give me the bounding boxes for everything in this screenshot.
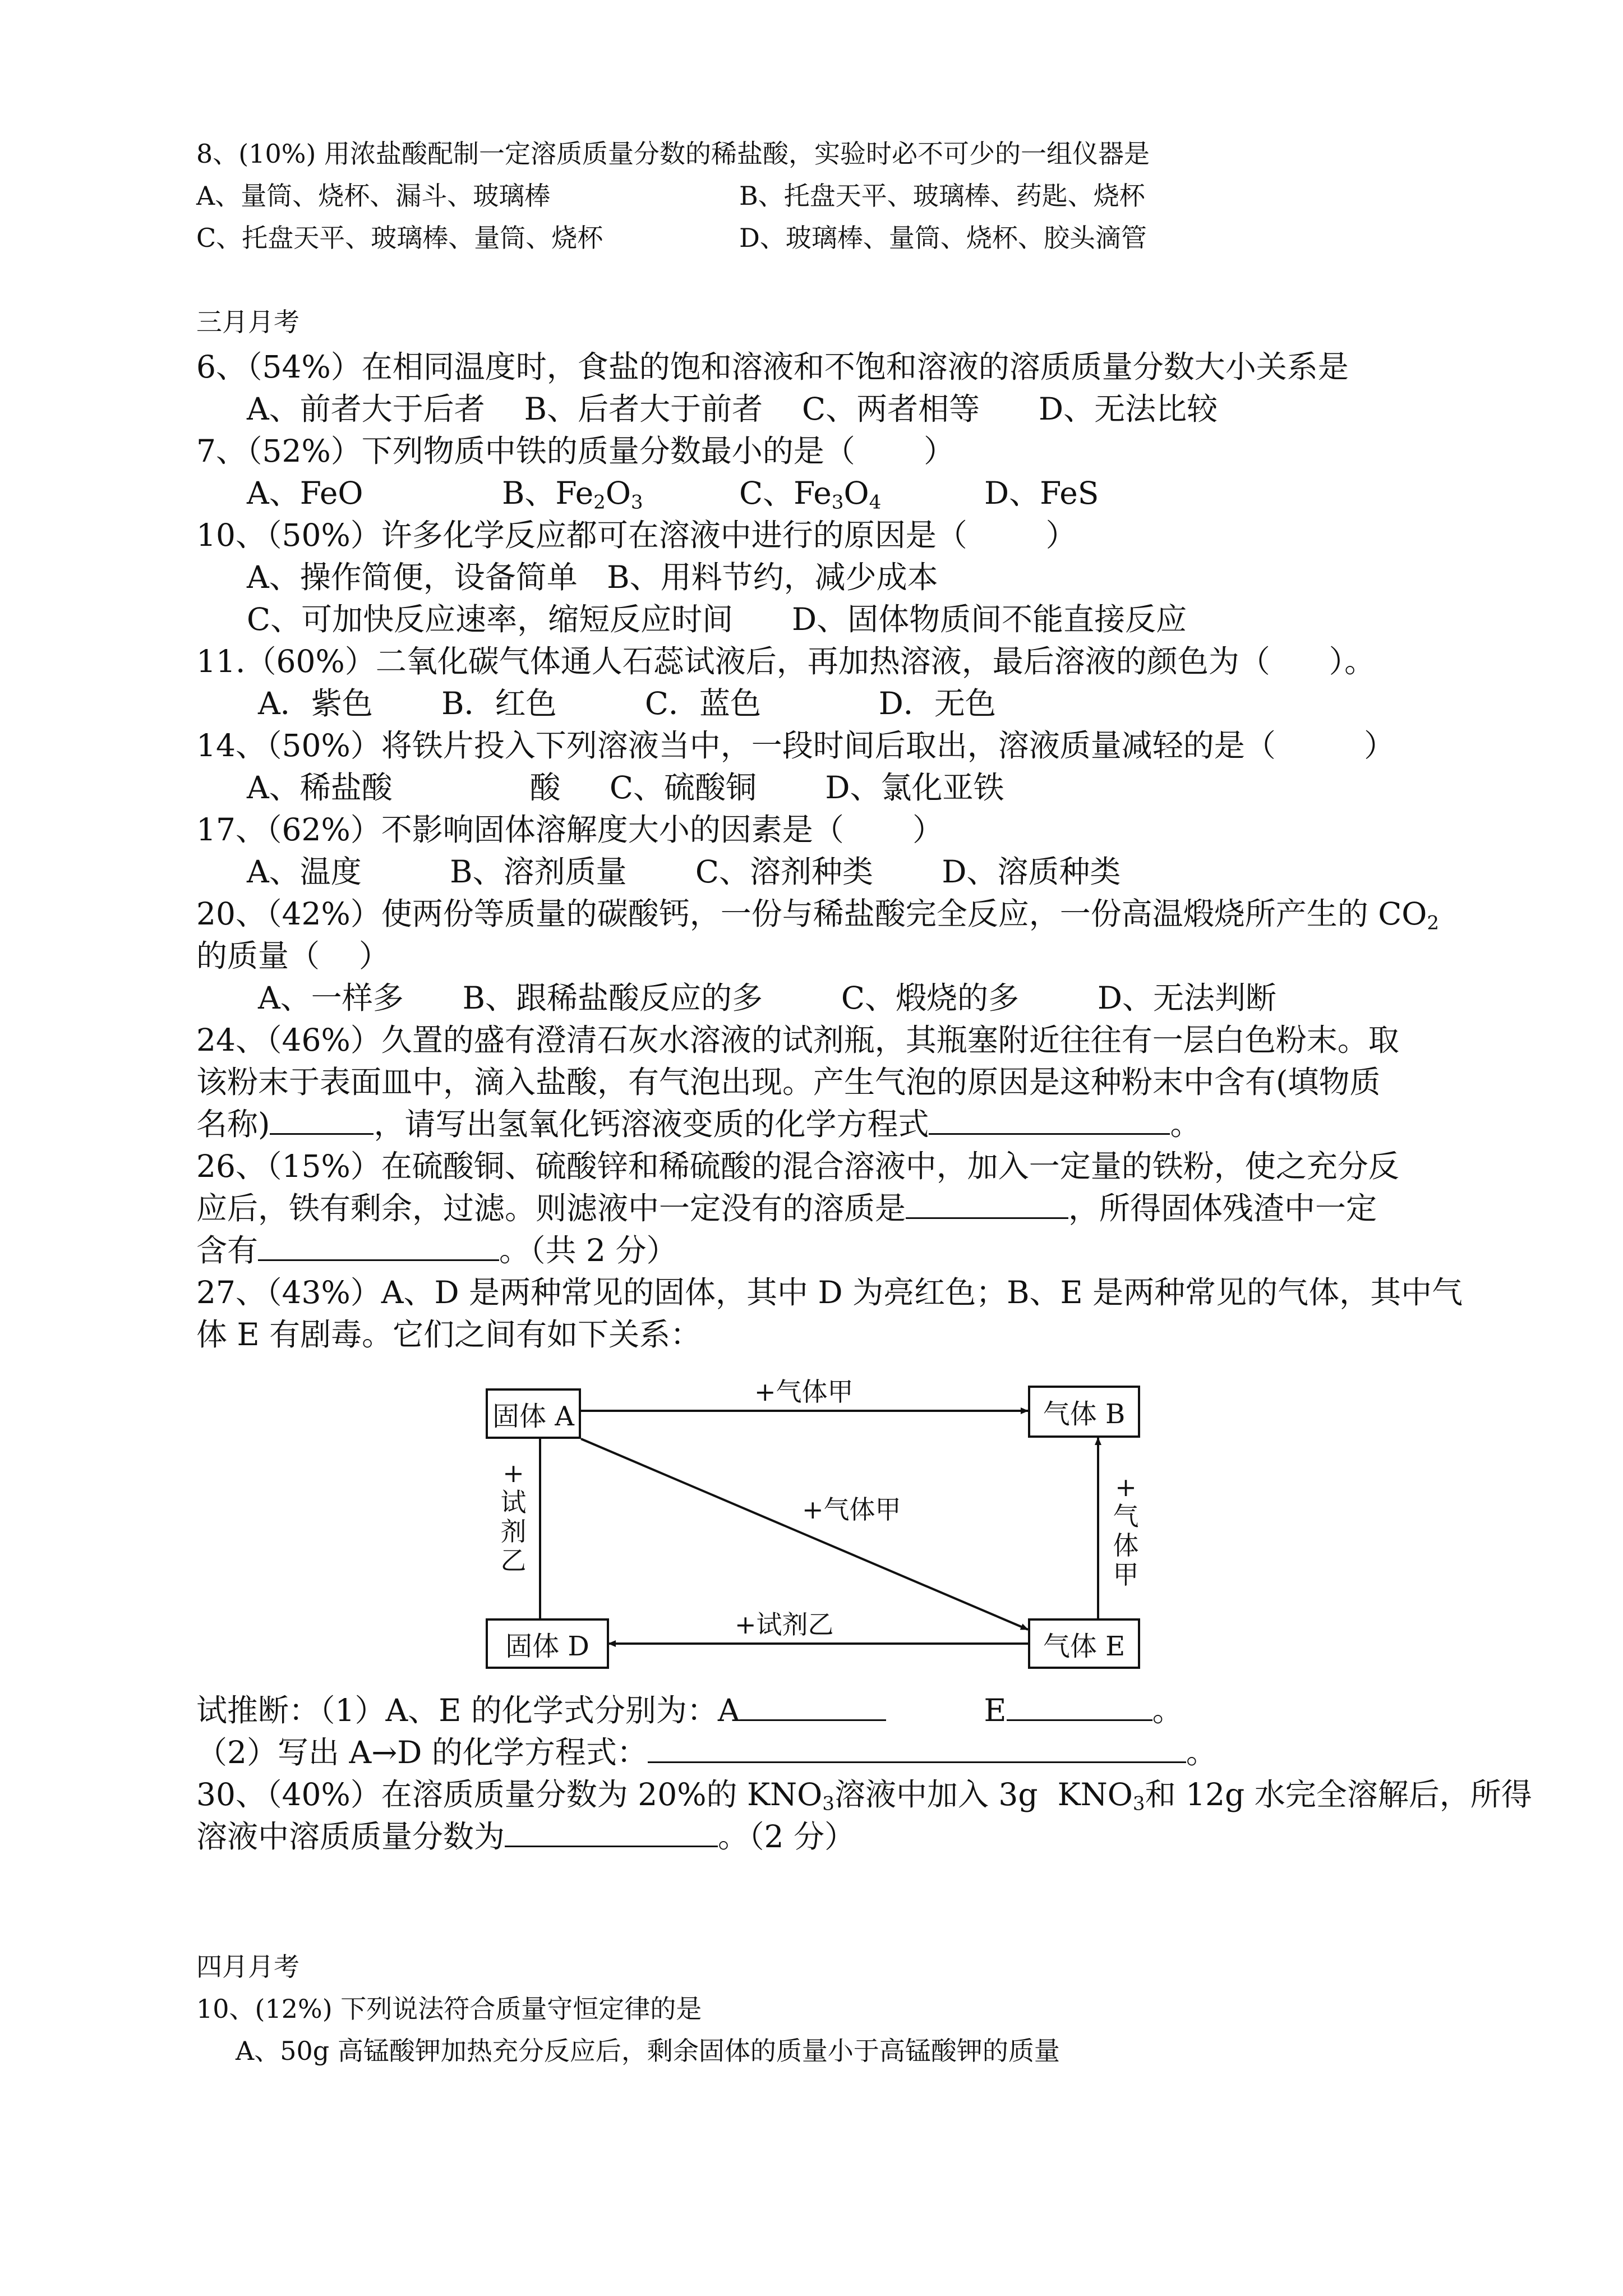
- q7-option-b: B、$Fe_2O_3$: [502, 475, 643, 514]
- q14-stem: 14、（50%）将铁片投入下列溶液当中，一段时间后取出，溶液质量减轻的是（ ）: [196, 728, 1395, 763]
- q26-line1: 26、（15%）在硫酸铜、硫酸锌和稀硫酸的混合溶液中，加入一定量的铁粉，使之充分反: [196, 1148, 1399, 1184]
- label-top-gas-jia: +气体甲: [754, 1377, 854, 1407]
- label-right-gas-jia: + 气 体 甲: [1113, 1472, 1139, 1590]
- q10-stem: 10、（50%）许多化学反应都可在溶液中进行的原因是（ ）: [196, 517, 1077, 553]
- node-gas-b: 气体 B: [1028, 1386, 1140, 1438]
- q26-line2: 应后，铁有剩余，过滤。则滤液中一定没有的溶质是 ，所得固体残渣中一定: [196, 1184, 1377, 1228]
- q7-option-c: C、$Fe_3O_4$: [739, 475, 882, 514]
- april-heading: 四月月考: [196, 1952, 299, 1982]
- q10-options-line1: A、操作简便，设备简单 B、用料节约，减少成本: [247, 559, 938, 595]
- label-bottom-reagent-yi: +试剂乙: [735, 1609, 834, 1640]
- q27-line2: 体 E 有剧毒。它们之间有如下关系：: [196, 1317, 702, 1352]
- q6-options: A、前者大于后者 B、后者大于前者 C、两者相等 D、无法比较: [247, 391, 1218, 427]
- q8-option-a: A、量筒、烧杯、漏斗、玻璃棒: [196, 181, 551, 211]
- q24-line2: 该粉末于表面皿中，滴入盐酸，有气泡出现。产生气泡的原因是这种粉末中含有(填物质: [196, 1064, 1381, 1100]
- q7-option-a: A、FeO: [247, 475, 363, 511]
- march-heading: 三月月考: [196, 307, 299, 337]
- q17-stem: 17、（62%）不影响固体溶解度大小的因素是（ ）: [196, 812, 944, 848]
- q8-stem: 8、(10%) 用浓盐酸配制一定溶质质量分数的稀盐酸，实验时必不可少的一组仪器是: [196, 139, 1150, 169]
- q10b-option-a: A、50g 高锰酸钾加热充分反应后，剩余固体的质量小于高锰酸钾的质量: [236, 2036, 1060, 2066]
- q11-options: A．紫色 B．红色 C．蓝色 D．无色: [258, 685, 996, 721]
- q11-stem: 11.（60%）二氧化碳气体通人石蕊试液后，再加热溶液，最后溶液的颜色为（ ）。: [196, 643, 1376, 679]
- q8-option-b: B、托盘天平、玻璃棒、药匙、烧杯: [739, 181, 1145, 211]
- label-diagonal-gas-jia: +气体甲: [802, 1494, 901, 1525]
- q17-options: A、温度 B、溶剂质量 C、溶剂种类 D、溶质种类: [247, 854, 1121, 890]
- node-solid-d: 固体 D: [486, 1618, 609, 1669]
- q20-stem: 20、（42%）使两份等质量的碳酸钙，一份与稀盐酸完全反应，一份高温煅烧所产生的 $CO_2$: [196, 896, 1440, 935]
- q14-options: A、稀盐酸 酸 C、硫酸铜 D、氯化亚铁: [247, 770, 1004, 806]
- q30-line2: 溶液中溶质质量分数为 。（2 分）: [196, 1812, 855, 1856]
- q27-equation-line: （2）写出 A→D 的化学方程式： 。: [196, 1728, 1217, 1772]
- q7-option-d: D、FeS: [984, 475, 1099, 511]
- q30-line1: 30、（40%）在溶质质量分数为 20%的 $KNO_3$溶液中加入 3g $KNO_3$和 12g 水完全溶解后，所得: [196, 1777, 1532, 1815]
- q27-blank-e[interactable]: [1007, 1688, 1152, 1721]
- q20-stem-continued: 的质量（ ）: [196, 938, 390, 974]
- q27-infer-line: 试推断：（1）A、E 的化学式分别为：A E 。: [196, 1686, 1183, 1730]
- q27-blank-equation[interactable]: [648, 1731, 1186, 1763]
- q6-stem: 6、（54%）在相同温度时，食盐的饱和溶液和不饱和溶液的溶质质量分数大小关系是: [196, 349, 1349, 385]
- q7-stem: 7、（52%）下列物质中铁的质量分数最小的是（ ）: [196, 433, 955, 469]
- q24-line3: 名称) ，请写出氢氧化钙溶液变质的化学方程式 。: [196, 1099, 1201, 1144]
- q27-blank-a[interactable]: [740, 1688, 886, 1721]
- q26-line3: 含有 。（共 2 分）: [196, 1226, 677, 1270]
- node-gas-e: 气体 E: [1028, 1618, 1140, 1669]
- q20-options: A、一样多 B、跟稀盐酸反应的多 C、煅烧的多 D、无法判断: [258, 980, 1276, 1016]
- node-solid-a: 固体 A: [486, 1388, 581, 1439]
- q10b-stem: 10、(12%) 下列说法符合质量守恒定律的是: [196, 1994, 702, 2024]
- q10-options-line2: C、可加快反应速率，缩短反应时间 D、固体物质间不能直接反应: [247, 601, 1187, 637]
- q8-option-c: C、托盘天平、玻璃棒、量筒、烧杯: [196, 223, 603, 253]
- q30-blank[interactable]: [505, 1815, 718, 1847]
- q27-line1: 27、（43%）A、D 是两种常见的固体，其中 D 为亮红色；B、E 是两种常见的气体，其中气: [196, 1274, 1463, 1310]
- arrow-a-to-e: [581, 1439, 1028, 1630]
- label-left-reagent-yi: + 试 剂 乙: [500, 1458, 527, 1576]
- q24-line1: 24、（46%）久置的盛有澄清石灰水溶液的试剂瓶，其瓶塞附近往往有一层白色粉末。取: [196, 1022, 1399, 1058]
- q8-option-d: D、玻璃棒、量筒、烧杯、胶头滴管: [739, 223, 1147, 253]
